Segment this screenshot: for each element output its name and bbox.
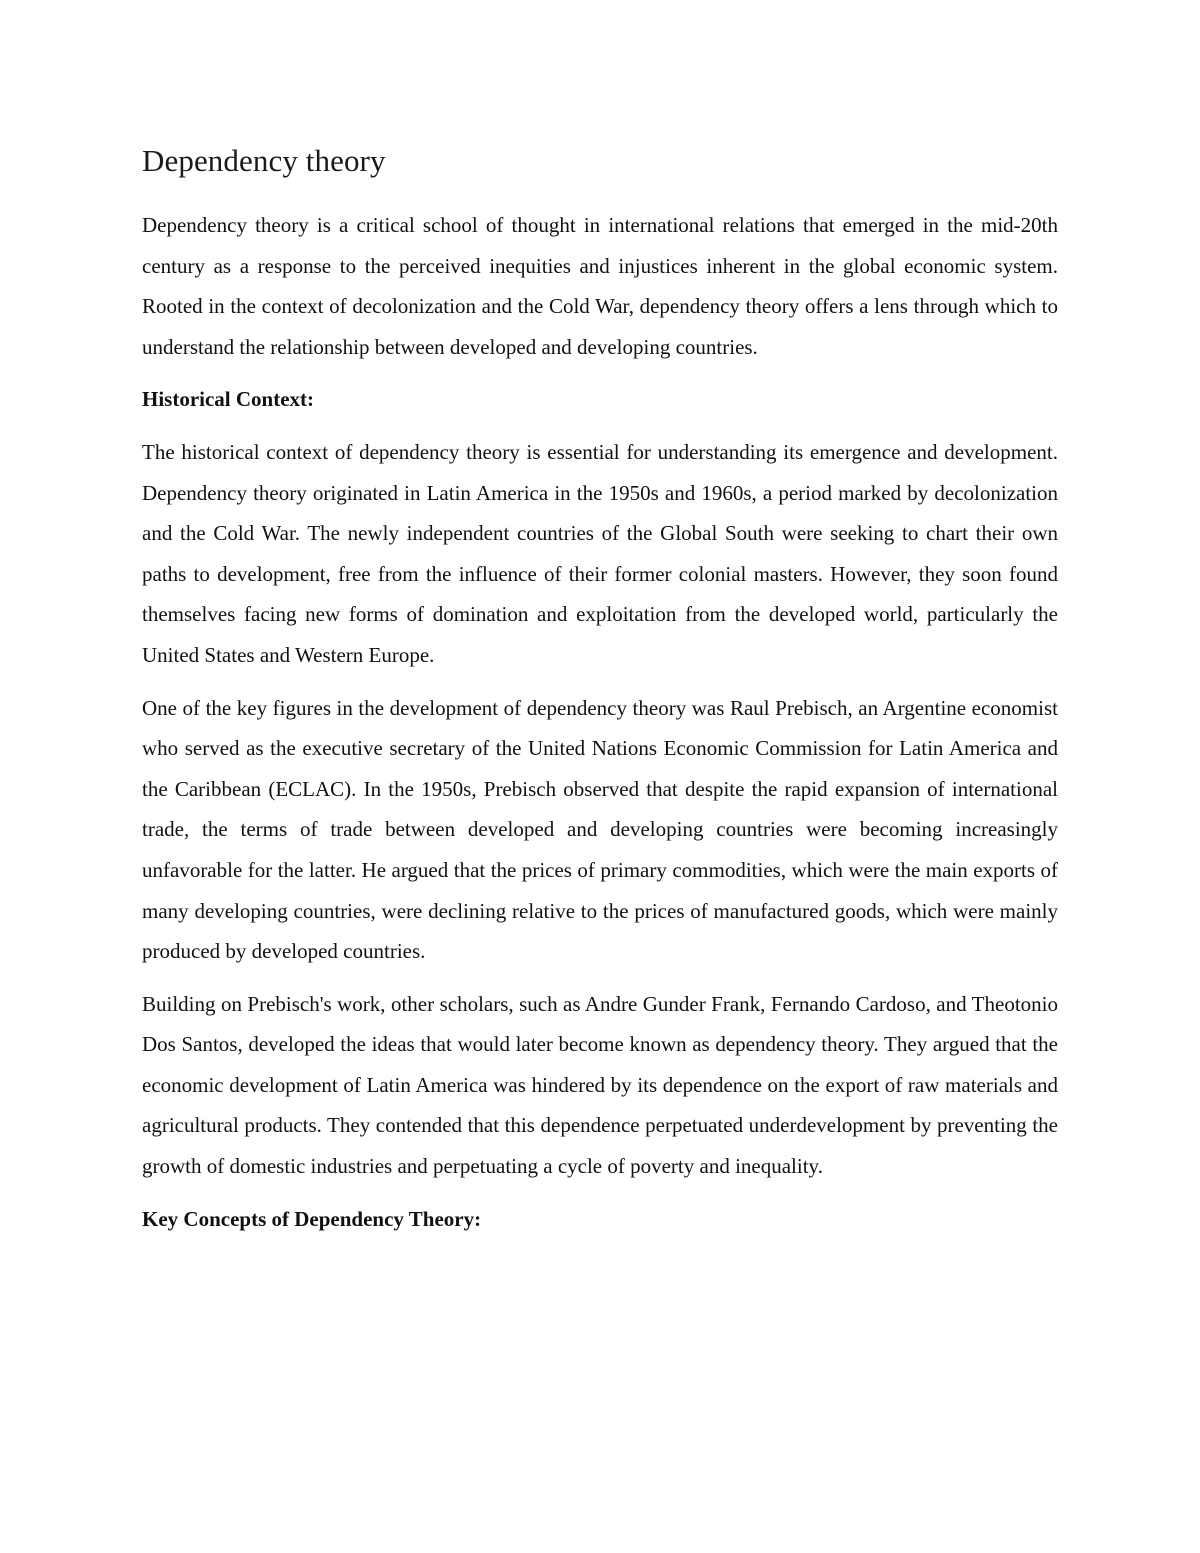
body-paragraph: One of the key figures in the development of dependency theory was Raul Prebisch, an Argentine economist who served as the executive secretary of the United Nations Economic Commission for Latin America and the Caribbean (ECLAC). In the 1950s, Prebisch observed that despite the rapid expansion of international trade, the terms of trade between developed and developing countries were becoming increasingly unfavorable for the latter. He argued that the prices of primary commodities, which were the main exports of many developing countries, were declining relative to the prices of manufactured goods, which were mainly produced by developed countries. xyxy=(142,695,1058,964)
body-paragraph: The historical context of dependency theory is essential for understanding its emergence and development. Dependency theory originated in Latin America in the 1950s and 1960s, a period marked by decolonization and the Cold War. The newly independent countries of the Global South were seeking to chart their own paths to development, free from the influence of their former colonial masters. However, they soon found themselves facing new forms of domination and exploitation from the developed world, particularly the United States and Western Europe. xyxy=(142,439,1058,667)
intro-paragraph: Dependency theory is a critical school of thought in international relations that emerged in the mid-20th century as a response to the perceived inequities and injustices inherent in the global economic system. Rooted in the context of decolonization and the Cold War, dependency theory offers a lens through which to understand the relationship between developed and developing countries. xyxy=(142,213,1058,359)
section-heading-key-concepts: Key Concepts of Dependency Theory: xyxy=(142,1206,482,1231)
section-heading-historical-context: Historical Context: xyxy=(142,387,315,412)
body-paragraph: Building on Prebisch's work, other scholars, such as Andre Gunder Frank, Fernando Cardoso, and Theotonio Dos Santos, developed the ideas that would later become known as dependency theory. They argued that the economic development of Latin America was hindered by its dependence on the export of raw materials and agricultural products. They contended that this dependence perpetuated underdevelopment by preventing the growth of domestic industries and perpetuating a cycle of poverty and inequality. xyxy=(142,991,1058,1179)
document-title: Dependency theory xyxy=(142,143,386,178)
